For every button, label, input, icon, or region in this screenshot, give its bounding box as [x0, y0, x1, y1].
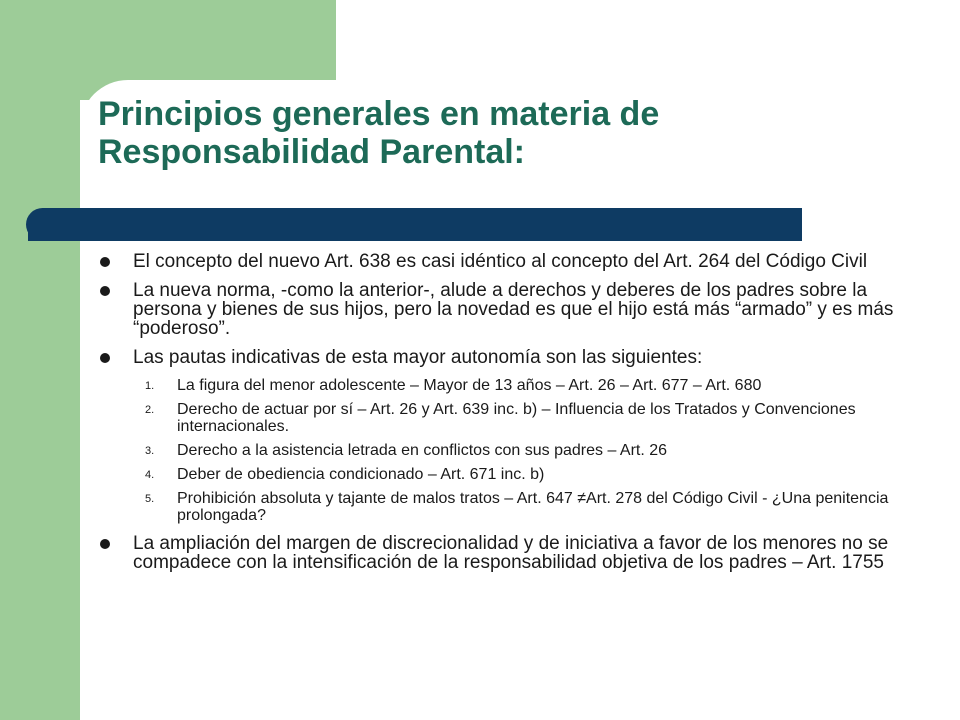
numbered-list [100, 377, 900, 524]
bullet-text: La ampliación del margen de discrecionalidad y de iniciativa a favor de los menores no se compadece con la intensificación de la responsabilidad objetiva de los padres – Art. 1755 [133, 533, 889, 573]
bullet-dot-icon [100, 539, 110, 549]
left-decor-band [0, 0, 80, 720]
bullet-text: Las pautas indicativas de esta mayor autonomía son las siguientes: [133, 347, 703, 368]
item-text: Deber de obediencia condicionado – Art. 671 inc. b) [177, 466, 545, 483]
bullet-text: La nueva norma, -como la anterior-, alude a derechos y deberes de los padres sobre la persona y bienes de sus hijos, pero la novedad es que el hijo está más “armado” y es más “poderoso”. [133, 280, 894, 339]
numbered-item [100, 442, 900, 459]
bullet-item [100, 534, 900, 572]
item-number: 1. [145, 380, 155, 392]
title-line-1: Principios generales en materia de [98, 95, 660, 133]
item-text: Derecho de actuar por sí – Art. 26 y Art. 639 inc. b) – Influencia de los Tratados y Convenciones internacionales. [177, 401, 856, 435]
bullet-dot-icon [100, 257, 110, 267]
numbered-item [100, 401, 900, 435]
item-number: 5. [145, 493, 155, 505]
item-text: La figura del menor adolescente – Mayor de 13 años – Art. 26 – Art. 677 – Art. 680 [177, 377, 762, 394]
item-text: Prohibición absoluta y tajante de malos tratos – Art. 647 ≠Art. 278 del Código Civil - ¿Una penitencia prolongada? [177, 490, 889, 524]
title-divider-bar [26, 208, 802, 241]
bullet-dot-icon [100, 286, 110, 296]
item-number: 3. [145, 445, 155, 457]
bullet-text: El concepto del nuevo Art. 638 es casi idéntico al concepto del Art. 264 del Código Civil [133, 251, 868, 272]
bullet-item [100, 348, 900, 367]
numbered-item [100, 490, 900, 524]
item-number: 4. [145, 469, 155, 481]
numbered-item [100, 377, 900, 394]
item-number: 2. [145, 404, 155, 416]
title-line-2: Responsabilidad Parental: [98, 133, 525, 171]
divider-bar-tail [28, 227, 66, 241]
bullet-item [100, 252, 900, 271]
item-text: Derecho a la asistencia letrada en conflictos con sus padres – Art. 26 [177, 442, 668, 459]
slide-body [100, 252, 900, 582]
slide-title [98, 95, 878, 171]
numbered-item [100, 466, 900, 483]
bullet-item [100, 281, 900, 338]
bullet-dot-icon [100, 353, 110, 363]
